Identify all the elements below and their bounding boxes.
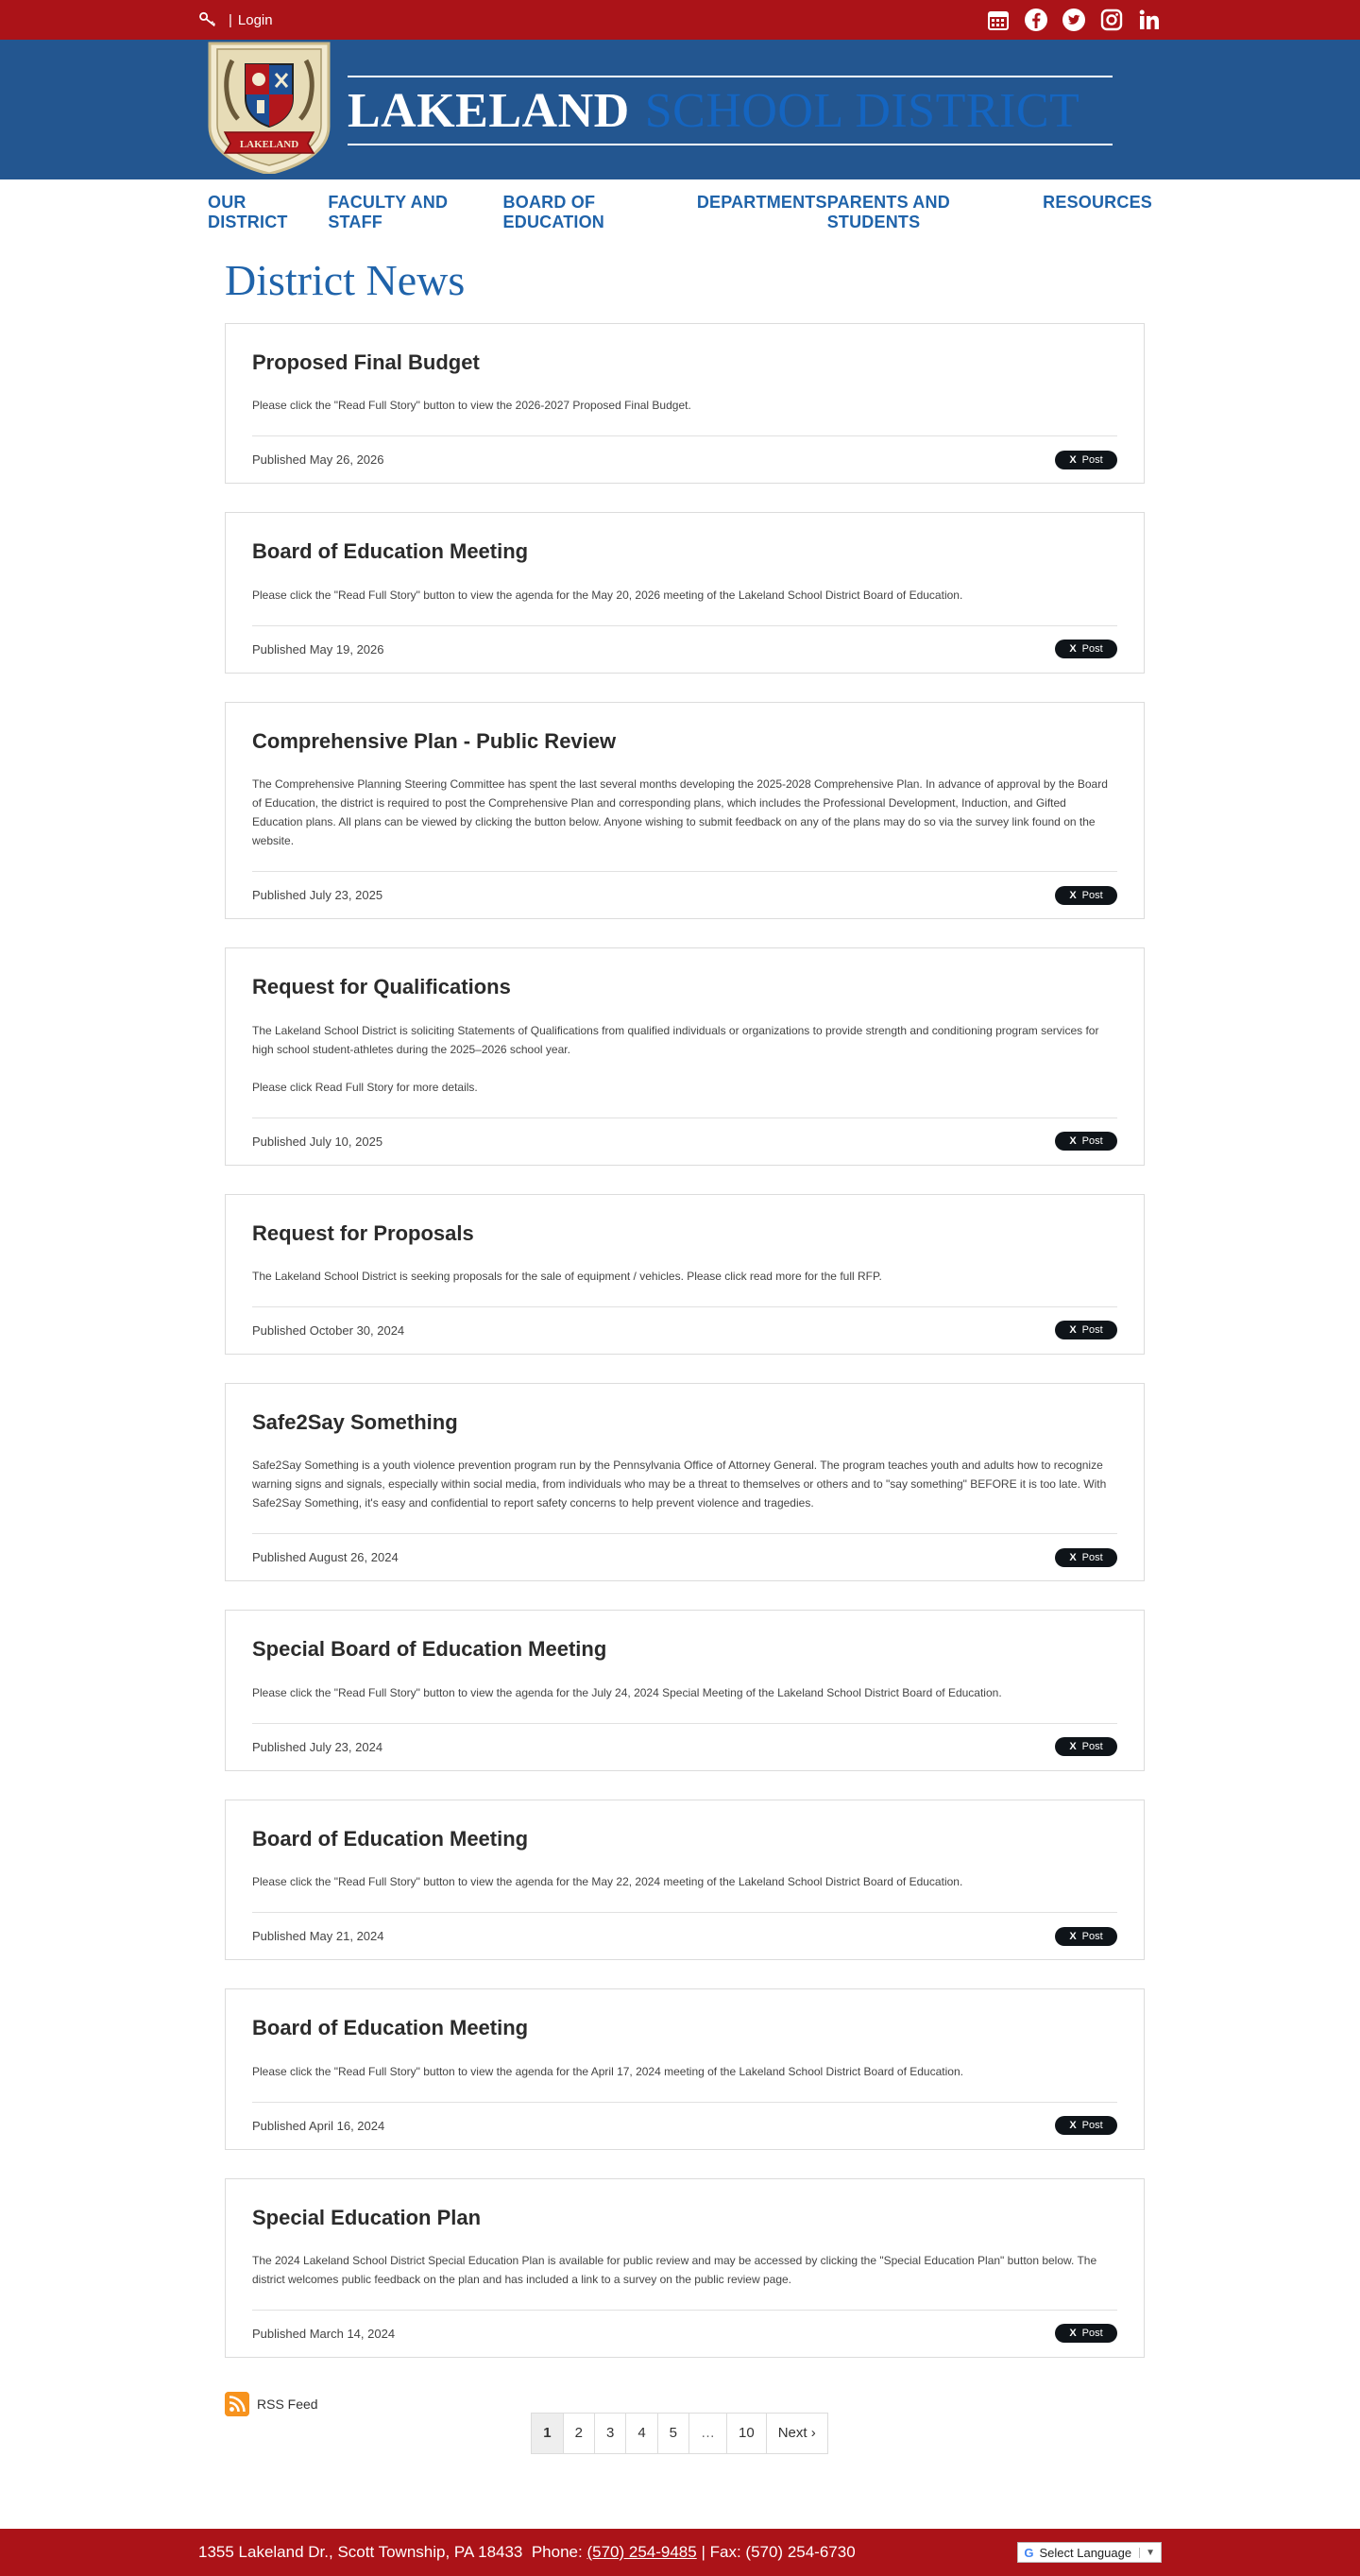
- news-meta: [252, 1723, 1117, 1770]
- published-date: Published May 21, 2024: [252, 1929, 384, 1944]
- x-post-label: Post: [1081, 1551, 1103, 1563]
- language-select-label: Select Language: [1039, 2545, 1132, 2560]
- published-date: Published July 23, 2025: [252, 888, 383, 903]
- x-post-button[interactable]: [1055, 640, 1117, 658]
- news-summary-paragraph: Please click the "Read Full Story" button to view the agenda for the April 17, 2024 meeting of the Lakeland School District Board of Education.: [252, 2064, 963, 2078]
- page-title: District News: [225, 256, 466, 304]
- news-card: [225, 947, 1145, 1165]
- news-summary: [252, 396, 1117, 415]
- x-post-button[interactable]: [1055, 1548, 1117, 1567]
- x-logo-icon: X: [1069, 1551, 1077, 1563]
- district-wordmark[interactable]: [348, 76, 1113, 145]
- site-footer: [0, 2529, 1360, 2576]
- news-title[interactable]: Request for Qualifications: [252, 975, 511, 999]
- x-post-label: Post: [1081, 1930, 1103, 1942]
- rss-feed-label: RSS Feed: [257, 2396, 318, 2412]
- x-logo-icon: X: [1069, 1930, 1077, 1942]
- footer-contact: [198, 2543, 856, 2562]
- news-meta: [252, 2102, 1117, 2149]
- news-meta: [252, 435, 1117, 483]
- published-date: Published July 23, 2024: [252, 1739, 383, 1754]
- news-card: [225, 1194, 1145, 1355]
- footer-address: 1355 Lakeland Dr., Scott Township, PA 18433: [198, 2543, 523, 2561]
- main-content: [198, 256, 1162, 2454]
- news-summary-paragraph: Please click the "Read Full Story" button to view the agenda for the May 22, 2024 meeting of the Lakeland School District Board of Education.: [252, 1875, 963, 1889]
- news-summary-paragraph: The Lakeland School District is soliciting Statements of Qualifications from qualified individuals or organizations to provide strength and conditioning program services for high school student-athletes during the 2025–2026 school year.: [252, 1023, 1099, 1056]
- x-post-button[interactable]: [1055, 1927, 1117, 1946]
- x-post-button[interactable]: [1055, 451, 1117, 469]
- nav-item-faculty-and-staff[interactable]: FACULTY AND STAFF: [328, 193, 449, 231]
- district-crest-logo[interactable]: [204, 40, 334, 174]
- x-post-label: Post: [1081, 889, 1103, 901]
- news-summary-paragraph: The 2024 Lakeland School District Special Education Plan is available for public review and may be accessed by clicking the "Special Education Plan" button below. The district welcomes public feedback on the plan and has included a link to a survey on the public review page.: [252, 2253, 1097, 2286]
- social-links: [986, 8, 1162, 32]
- news-card: [225, 1383, 1145, 1581]
- published-date: Published April 16, 2024: [252, 2118, 385, 2133]
- pagination-page-2[interactable]: 2: [563, 2413, 595, 2454]
- footer-fax: Fax: (570) 254-6730: [709, 2543, 856, 2561]
- x-post-label: Post: [1081, 1741, 1103, 1753]
- news-card: [225, 702, 1145, 919]
- linkedin-icon[interactable]: [1137, 8, 1162, 32]
- published-date: Published May 19, 2026: [252, 641, 384, 657]
- news-card: [225, 1800, 1145, 1960]
- published-date: Published August 26, 2024: [252, 1550, 399, 1565]
- x-post-label: Post: [1081, 2120, 1103, 2132]
- main-nav-list: [198, 179, 1162, 232]
- news-title[interactable]: Proposed Final Budget: [252, 350, 480, 374]
- wordmark-primary: LAKELAND: [348, 83, 630, 138]
- x-logo-icon: X: [1069, 889, 1077, 901]
- news-meta: [252, 1533, 1117, 1580]
- x-post-label: Post: [1081, 1324, 1103, 1337]
- x-post-button[interactable]: [1055, 1132, 1117, 1151]
- nav-item-resources[interactable]: RESOURCES: [1043, 193, 1152, 212]
- x-logo-icon: X: [1069, 1741, 1077, 1753]
- x-post-button[interactable]: [1055, 1737, 1117, 1756]
- news-summary: [252, 586, 1117, 605]
- pagination-next-page[interactable]: Next ›: [766, 2413, 828, 2454]
- footer-phone-link[interactable]: (570) 254-9485: [586, 2543, 697, 2561]
- nav-item-departments[interactable]: DEPARTMENTS: [696, 193, 827, 212]
- login-link[interactable]: [198, 11, 273, 28]
- nav-item-parents-and-students[interactable]: PARENTS AND STUDENTS: [826, 193, 950, 231]
- news-summary-paragraph: The Lakeland School District is seeking proposals for the sale of equipment / vehicles. Please click read more for the full RFP.: [252, 1269, 882, 1283]
- x-logo-icon: X: [1069, 2328, 1077, 2340]
- news-meta: [252, 1306, 1117, 1354]
- news-card: [225, 323, 1145, 484]
- news-title[interactable]: Request for Proposals: [252, 1220, 474, 1245]
- instagram-icon[interactable]: [1099, 8, 1124, 32]
- news-title[interactable]: Board of Education Meeting: [252, 1826, 529, 1851]
- news-summary: [252, 1267, 1117, 1286]
- x-post-label: Post: [1081, 1135, 1103, 1148]
- chevron-down-icon: ▼: [1139, 2548, 1155, 2558]
- footer-separator: |: [701, 2543, 706, 2561]
- main-navigation: [0, 179, 1360, 231]
- news-summary: [252, 775, 1117, 850]
- x-logo-icon: X: [1069, 2120, 1077, 2132]
- rss-icon: [225, 2392, 249, 2416]
- published-date: Published May 26, 2026: [252, 452, 384, 468]
- news-summary: [252, 2062, 1117, 2081]
- news-summary-paragraph: Please click the "Read Full Story" button to view the agenda for the July 24, 2024 Special Meeting of the Lakeland School District Board of Education.: [252, 1685, 1002, 1699]
- news-title[interactable]: Comprehensive Plan - Public Review: [252, 728, 617, 753]
- x-post-button[interactable]: [1055, 886, 1117, 905]
- news-card: [225, 512, 1145, 673]
- news-meta: [252, 625, 1117, 673]
- pagination-page-3[interactable]: 3: [594, 2413, 626, 2454]
- news-meta: [252, 1117, 1117, 1165]
- news-meta: [252, 2310, 1117, 2357]
- nav-item-our-district[interactable]: OUR DISTRICT: [208, 193, 288, 231]
- news-summary: [252, 2251, 1117, 2289]
- news-card: [225, 1610, 1145, 1770]
- wordmark-secondary: SCHOOL DISTRICT: [644, 83, 1080, 138]
- pagination-page-10[interactable]: 10: [726, 2413, 767, 2454]
- login-label: Login: [237, 11, 273, 28]
- x-post-button[interactable]: [1055, 2324, 1117, 2343]
- crest-ribbon-text: LAKELAND: [239, 139, 299, 150]
- news-summary-paragraph: The Comprehensive Planning Steering Committee has spent the last several months developing the 2025-2028 Comprehensive Plan. In advance of approval by the Board of Education, the district is required to post the Comprehensive Plan and corresponding plans, which includes the Professional Development, Induction, and Gifted Education plans. All plans can be viewed by clicking the button below. Anyone wishing to submit feedback on any of the plans may do so via the survey link found on the website.: [252, 777, 1108, 848]
- nav-item-board-of-education[interactable]: BOARD OF EDUCATION: [502, 193, 605, 231]
- site-banner: [0, 40, 1360, 179]
- x-post-label: Post: [1081, 453, 1103, 466]
- news-title[interactable]: Board of Education Meeting: [252, 2016, 529, 2040]
- x-logo-icon: X: [1069, 1324, 1077, 1337]
- calendar-icon[interactable]: [986, 8, 1011, 32]
- login-separator: |: [229, 11, 232, 28]
- news-card: [225, 2178, 1145, 2358]
- news-list: [225, 323, 1145, 2358]
- news-meta: [252, 1912, 1117, 1959]
- news-title[interactable]: Safe2Say Something: [252, 1409, 458, 1434]
- pagination: [198, 2413, 1162, 2454]
- top-utility-bar: [0, 0, 1360, 40]
- news-summary-paragraph: Please click the "Read Full Story" button to view the 2026-2027 Proposed Final Budget.: [252, 399, 691, 413]
- news-title[interactable]: Special Education Plan: [252, 2205, 482, 2229]
- x-post-button[interactable]: [1055, 1321, 1117, 1339]
- footer-phone-label: Phone:: [531, 2543, 583, 2561]
- facebook-icon[interactable]: [1024, 8, 1048, 32]
- published-date: Published March 14, 2024: [252, 2326, 396, 2341]
- news-summary-paragraph: Please click the "Read Full Story" button to view the agenda for the May 20, 2026 meeting of the Lakeland School District Board of Education.: [252, 588, 963, 602]
- x-logo-icon: X: [1069, 1135, 1077, 1148]
- news-summary-paragraph: Please click Read Full Story for more details.: [252, 1080, 478, 1094]
- news-summary-paragraph: Safe2Say Something is a youth violence prevention program run by the Pennsylvania Office of Attorney General. The program teaches youth and adults how to recognize warning signs and signals, especially within social media, from individuals who may be a threat to themselves or others and to "say something" BEFORE it is too late. With Safe2Say Something, it's easy and confidential to report safety concerns to help prevent violence and tragedies.: [252, 1459, 1107, 1510]
- news-card: [225, 1988, 1145, 2149]
- pagination-page-5[interactable]: 5: [657, 2413, 689, 2454]
- twitter-icon[interactable]: [1062, 8, 1086, 32]
- x-post-label: Post: [1081, 2328, 1103, 2340]
- pagination-ellipsis: …: [688, 2413, 727, 2454]
- news-title[interactable]: Board of Education Meeting: [252, 539, 529, 564]
- x-logo-icon: X: [1069, 453, 1077, 466]
- published-date: Published October 30, 2024: [252, 1322, 405, 1338]
- x-post-button[interactable]: [1055, 2116, 1117, 2135]
- pagination-page-1[interactable]: 1: [531, 2413, 563, 2454]
- news-summary: [252, 1021, 1117, 1097]
- x-post-label: Post: [1081, 643, 1103, 656]
- news-summary: [252, 1872, 1117, 1891]
- news-meta: [252, 871, 1117, 918]
- key-icon: [198, 11, 219, 28]
- google-icon: G: [1024, 2545, 1034, 2560]
- published-date: Published July 10, 2025: [252, 1134, 383, 1149]
- news-summary: [252, 1456, 1117, 1512]
- language-select[interactable]: [1017, 2542, 1162, 2563]
- news-summary: [252, 1683, 1117, 1702]
- pagination-page-4[interactable]: 4: [625, 2413, 657, 2454]
- news-title[interactable]: Special Board of Education Meeting: [252, 1637, 607, 1662]
- x-logo-icon: X: [1069, 643, 1077, 656]
